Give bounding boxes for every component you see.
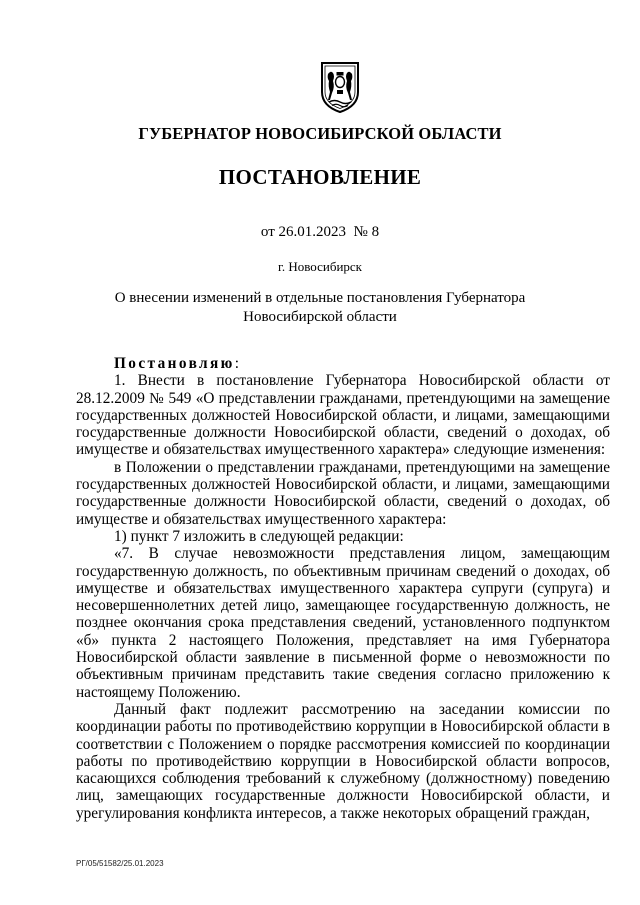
body-paragraph: в Положении о представлении гражданами, претендующими на замещение государственных должностей Новосибирской области, и лицами, замещающими государственные должности Новосибирской области, сведений о доходах, об имуществе и обязательствах имущественного характера: (76, 458, 610, 528)
document-subject-line: О внесении изменений в отдельные постановления Губернатора (114, 290, 526, 306)
city-name: г. Новосибирск (277, 259, 362, 274)
document-subject (0, 289, 640, 327)
organization-title: ГУБЕРНАТОР НОВОСИБИРСКОЙ ОБЛАСТИ (138, 124, 502, 143)
document-body (76, 355, 610, 822)
decree-word: Постановляю (114, 355, 235, 372)
novosibirsk-coat-of-arms-icon (318, 60, 362, 114)
document-subject-line: Новосибирской области (243, 309, 397, 325)
body-paragraph: 1. Внести в постановление Губернатора Новосибирской области от 28.12.2009 № 549 «О представлении гражданами, претендующими на замещение государственных должностей Новосибирской области, и лицами, замещающими государственные должности Новосибирской области, сведений о доходах, об имуществе и обязательствах имущественного характера» следующие изменения: (76, 372, 610, 459)
registration-footer: РГ/05/51582/25.01.2023 (76, 859, 164, 868)
body-paragraph: «7. В случае невозможности представления лицом, замещающим государственную должность, по объективным причинам сведений о доходах, об имуществе и обязательствах имущественного характера супруги (супруга) и несовершеннолетних детей лицо, замещающее государственную должность, не позднее окончания срока представления сведений, установленного подпунктом «б» пункта 2 настоящего Положения, представляет на имя Губернатора Новосибирской области заявление в письменной форме о невозможности по объективным причинам представить такие сведения согласно приложению к настоящему Положению. (76, 545, 610, 701)
date-and-number: от 26.01.2023 № 8 (260, 224, 380, 240)
document-type-title: ПОСТАНОВЛЕНИЕ (218, 165, 422, 189)
body-paragraph: 1) пункт 7 изложить в следующей редакции: (114, 527, 404, 545)
decree-colon: : (234, 355, 240, 372)
decree-heading (76, 355, 610, 372)
body-paragraph: Данный факт подлежит рассмотрению на заседании комиссии по координации работы по противодействию коррупции в Новосибирской области в соответствии с Положением о порядке рассмотрения комиссией по координации работы по противодействию коррупции в Новосибирской области вопросов, касающихся соблюдения требований к служебному (должностному) поведению лиц, замещающих государственные должности Новосибирской области, и урегулирования конфликта интересов, а также некоторых обращений граждан, (76, 700, 610, 822)
